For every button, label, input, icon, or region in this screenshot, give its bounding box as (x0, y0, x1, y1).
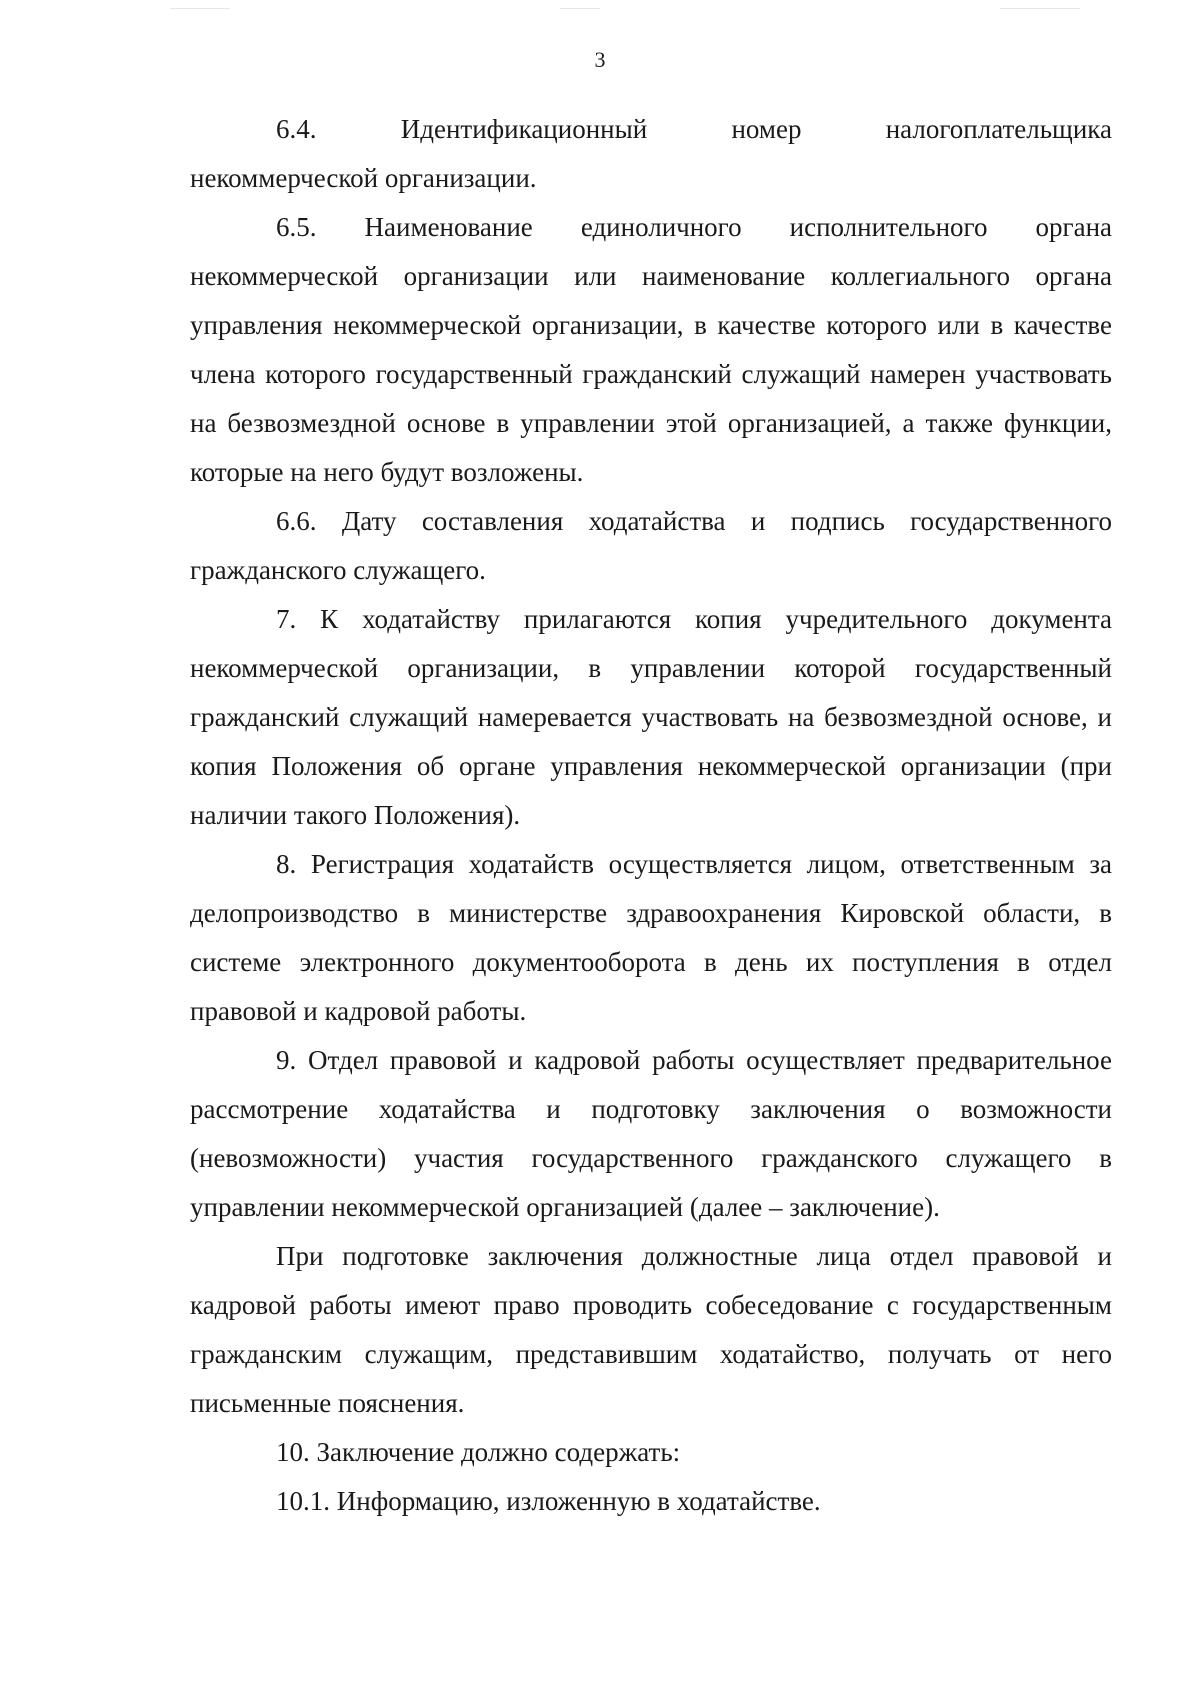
paragraph-6-4-word: налогоплательщика (885, 114, 1112, 144)
paragraph-6-4-rest: некоммерческой организации. (190, 163, 537, 193)
paragraph-6-4-word: Идентификационный (400, 114, 648, 144)
page-number: 3 (594, 47, 606, 72)
paragraph-6-6: 6.6. Дату составления ходатайства и подпись государственного гражданского служащего. (190, 506, 1112, 585)
paragraph-6-4-first-line (190, 105, 1112, 154)
paragraph-8: 8. Регистрация ходатайств осуществляется лицом, ответственным за делопроизводство в министерстве здравоохранения Кировской области, в системе электронного документооборота в день их поступления в отдел правовой и кадровой работы. (190, 849, 1112, 1026)
paragraph-6-4-word: 6.4. (276, 114, 317, 144)
paragraph-10-1: 10.1. Информацию, изложенную в ходатайстве. (276, 1486, 821, 1516)
scan-artifact (1000, 8, 1080, 9)
paragraph-10: 10. Заключение должно содержать: (276, 1437, 681, 1467)
paragraph-7: 7. К ходатайству прилагаются копия учредительного документа некоммерческой организации, в управлении которой государственный гражданский служащий намеревается участвовать на безвозмездной основе, и копия Положения об органе управления некоммерческой организации (при наличии такого Положения). (190, 604, 1112, 830)
paragraph-9: 9. Отдел правовой и кадровой работы осуществляет предварительное рассмотрение ходатайства и подготовку заключения о возможности (невозможности) участия государственного гражданского служащего в управлении некоммерческой организацией (далее – заключение). (190, 1045, 1112, 1222)
scan-artifact (170, 8, 230, 9)
paragraph-6-4-word: номер (731, 114, 802, 144)
scan-artifact (560, 8, 600, 9)
paragraph-9-continued: При подготовке заключения должностные лица отдел правовой и кадровой работы имеют право проводить собеседование с государственным гражданским служащим, представившим ходатайство, получать от него письменные пояснения. (190, 1241, 1112, 1418)
document-body (190, 105, 1112, 1526)
paragraph-6-5: 6.5. Наименование единоличного исполнительного органа некоммерческой организации или наименование коллегиального органа управления некоммерческой организации, в качестве которого или в качестве члена которого государственный гражданский служащий намерен участвовать на безвозмездной основе в управлении этой организацией, а также функции, которые на него будут возложены. (190, 212, 1112, 487)
